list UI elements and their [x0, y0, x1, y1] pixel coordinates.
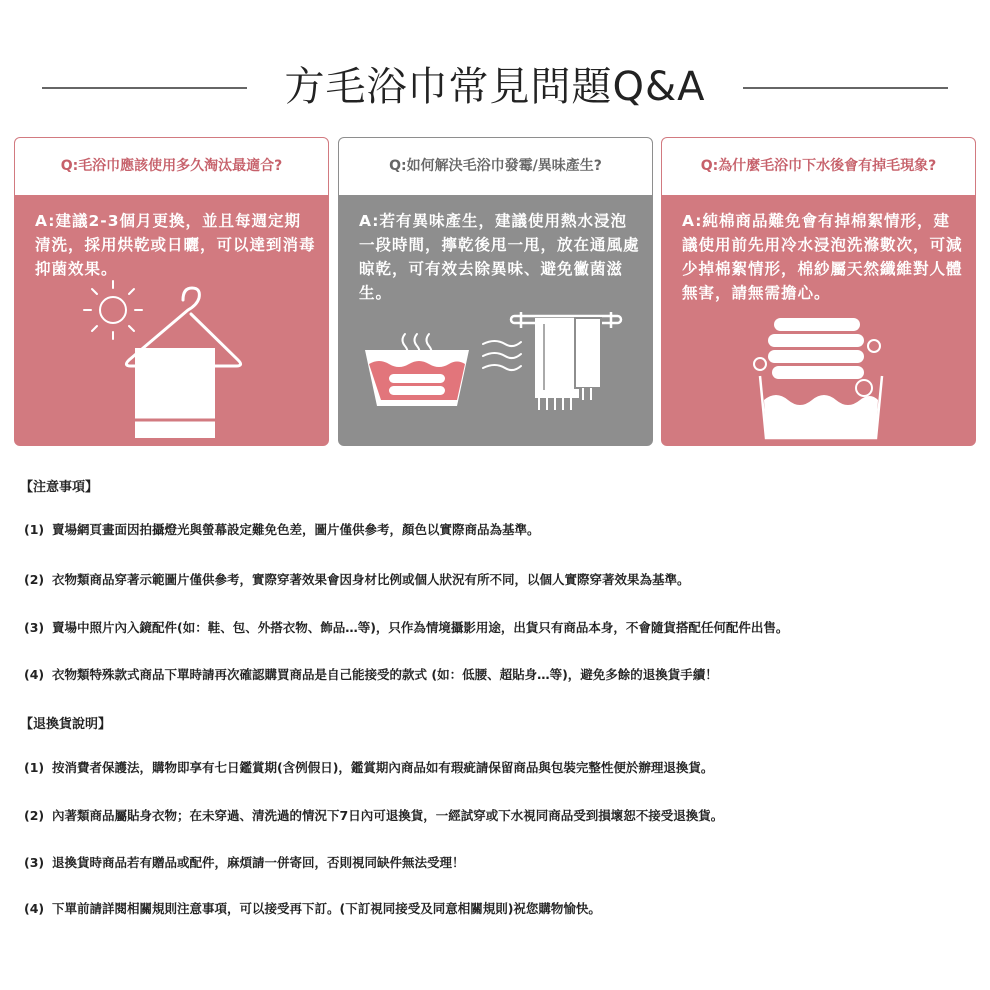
question-text: Q:如何解決毛浴巾發霉/異味產生? [339, 138, 652, 195]
page-header [0, 55, 990, 115]
question-text: Q:毛浴巾應該使用多久淘汰最適合? [15, 138, 328, 195]
notice-item: (3) 賣場中照片內入鏡配件(如：鞋、包、外搭衣物、飾品…等)，只作為情境攝影用途，出貨只有商品本身，不會隨貨搭配任何配件出售。 [24, 620, 789, 635]
returns-item: (3) 退換貨時商品若有贈品或配件，麻煩請一併寄回，否則視同缺件無法受理！ [24, 855, 465, 870]
returns-item: (2) 內著類商品屬貼身衣物；在未穿過、清洗過的情況下7日內可退換貨，一經試穿或下水視同商品受到損壞恕不接受退換貨。 [24, 808, 724, 823]
title-divider-left [42, 87, 247, 89]
notice-item: (2) 衣物類商品穿著示範圖片僅供參考，實際穿著效果會因身材比例或個人狀況有所不同，以個人實際穿著效果為基準。 [24, 572, 690, 587]
notice-heading: 【注意事項】 [20, 480, 99, 495]
qa-card-replacement [14, 137, 329, 446]
returns-heading: 【退換貨說明】 [20, 717, 112, 732]
qa-card-shedding [661, 137, 976, 446]
notice-item: (4) 衣物類特殊款式商品下單時請再次確認購買商品是自己能接受的款式 (如：低腰、超貼身…等)，避免多餘的退換貨手續！ [24, 667, 718, 682]
question-text: Q:為什麼毛浴巾下水後會有掉毛現象? [662, 138, 975, 195]
qa-card-odor [338, 137, 653, 446]
title-divider-right [743, 87, 948, 89]
returns-item: (1) 按消費者保護法，購物即享有七日鑑賞期(含例假日)，鑑賞期內商品如有瑕疵請保留商品與包裝完整性便於辦理退換貨。 [24, 760, 714, 775]
notice-item: (1) 賣場網頁畫面因拍攝燈光與螢幕設定難免色差，圖片僅供參考，顏色以實際商品為基準。 [24, 522, 540, 537]
answer-text: A:建議2-3個月更換，並且每週定期清洗，採用烘乾或日曬，可以達到消毒抑菌效果。 [35, 212, 316, 278]
answer-text: A:純棉商品難免會有掉棉絮情形，建議使用前先用冷水浸泡洗滌數次，可減少掉棉絮情形，棉紗屬天然纖維對人體無害，請無需擔心。 [682, 212, 963, 302]
returns-item: (4) 下單前請詳閱相關規則注意事項，可以接受再下訂。(下訂視同接受及同意相關規則)祝您購物愉快。 [24, 901, 601, 916]
page-title: 方毛浴巾常見問題Q&A [284, 64, 706, 110]
answer-text: A:若有異味產生，建議使用熱水浸泡一段時間，擰乾後甩一甩，放在通風處晾乾，可有效去除異味、避免黴菌滋生。 [359, 212, 640, 302]
